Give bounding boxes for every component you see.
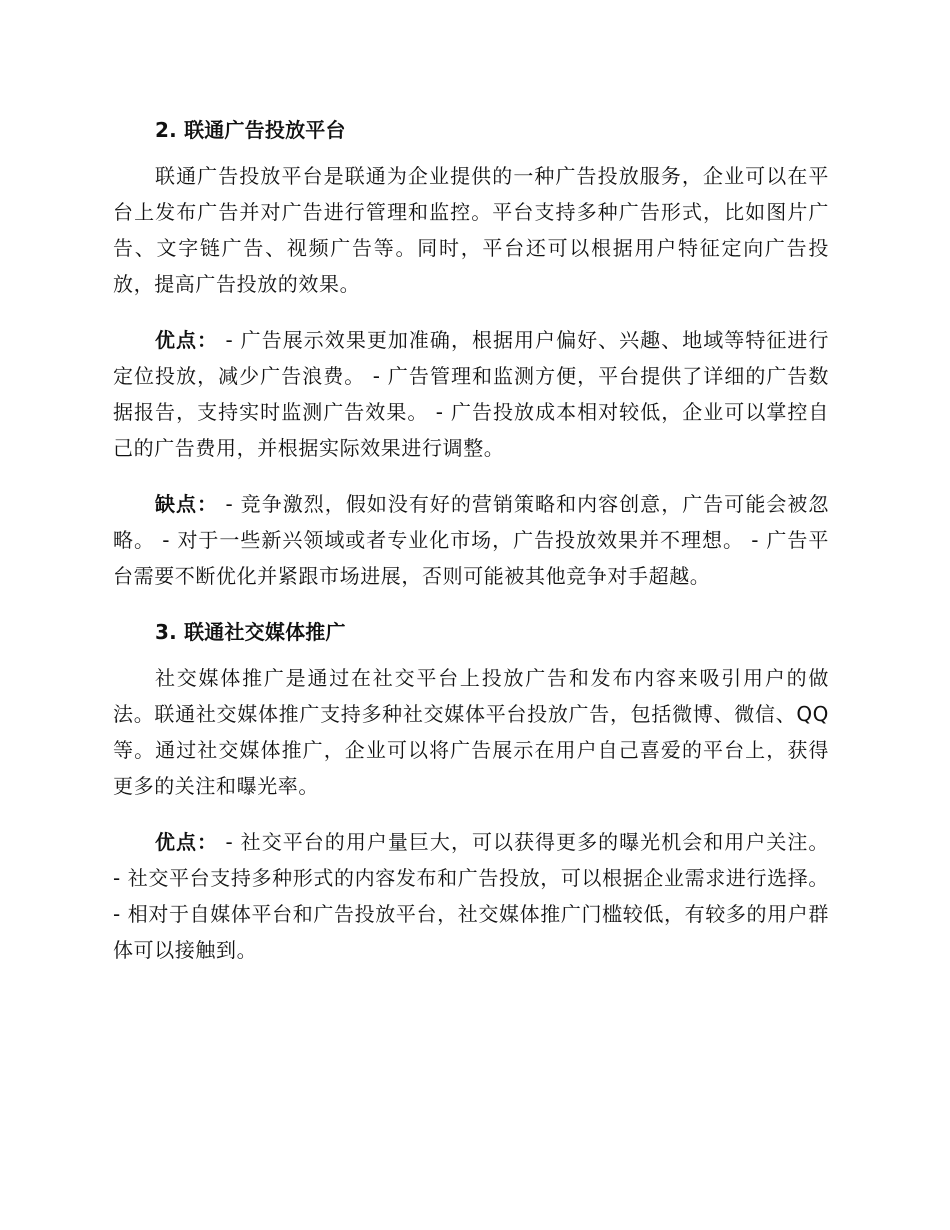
cons-text: - 竞争激烈，假如没有好的营销策略和内容创意，广告可能会被忽略。 - 对于一些新兴领域或者专业化市场，广告投放效果并不理想。 - 广告平台需要不断优化并紧跟市场进展，否则可能被其他竞争对手超越。 — [113, 492, 830, 588]
pros-text: - 广告展示效果更加准确，根据用户偏好、兴趣、地域等特征进行定位投放，减少广告浪费。 - 广告管理和监测方便，平台提供了详细的广告数据报告，支持实时监测广告效果。 - 广告投放成本相对较低，企业可以掌控自己的广告费用，并根据实际效果进行调整。 — [113, 328, 830, 460]
section-heading: 3. 联通社交媒体推广 — [155, 620, 346, 644]
pros-paragraph — [113, 322, 829, 466]
section-heading: 2. 联通广告投放平台 — [155, 118, 346, 142]
pros-paragraph — [113, 824, 829, 968]
document-page — [113, 112, 829, 988]
pros-text: - 社交平台的用户量巨大，可以获得更多的曝光机会和用户关注。 - 社交平台支持多种形式的内容发布和广告投放，可以根据企业需求进行选择。 - 相对于自媒体平台和广告投放平台，社交媒体推广门槛较低，有较多的用户群体可以接触到。 — [113, 830, 830, 962]
section-description: 联通广告投放平台是联通为企业提供的一种广告投放服务，企业可以在平台上发布广告并对广告进行管理和监控。平台支持多种广告形式，比如图片广告、文字链广告、视频广告等。同时，平台还可以根据用户特征定向广告投放，提高广告投放的效果。 — [113, 164, 829, 296]
pros-label: 优点： — [155, 328, 219, 352]
cons-label: 缺点： — [155, 492, 219, 516]
pros-label: 优点： — [155, 830, 219, 854]
section-description: 社交媒体推广是通过在社交平台上投放广告和发布内容来吸引用户的做法。联通社交媒体推广支持多种社交媒体平台投放广告，包括微博、微信、QQ 等。通过社交媒体推广，企业可以将广告展示在用户自己喜爱的平台上，获得更多的关注和曝光率。 — [113, 666, 829, 798]
cons-paragraph — [113, 486, 829, 594]
